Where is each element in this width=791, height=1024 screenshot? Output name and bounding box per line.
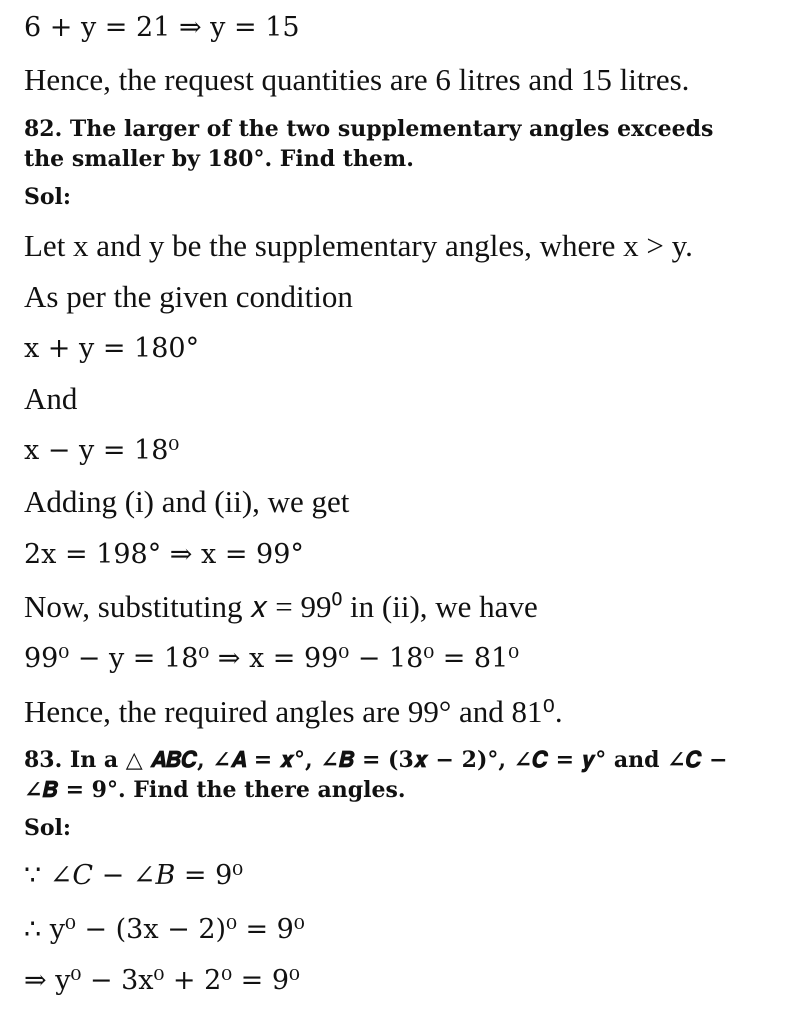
equation-sum: 2x = 198° ⇒ x = 99° bbox=[24, 539, 304, 570]
solution-label-82: Sol: bbox=[24, 184, 72, 210]
solution-82-condition: As per the given condition bbox=[24, 279, 353, 314]
conclusion-q82: Hence, the required angles are 99° and 81⁰. bbox=[24, 694, 563, 729]
conclusion-q81: Hence, the request quantities are 6 litres and 15 litres. bbox=[24, 62, 690, 97]
question-83-line-2: ∠𝑩 = 𝟗°. Find the there angles. bbox=[24, 777, 406, 803]
equation-solve-y: 99⁰ − y = 18⁰ ⇒ x = 99⁰ − 18⁰ = 81⁰ bbox=[24, 643, 520, 674]
equation-ii: x − y = 18⁰ bbox=[24, 435, 180, 466]
solution-label-83: Sol: bbox=[24, 815, 72, 841]
equation-expanded: ⇒ y⁰ − 3x⁰ + 2⁰ = 9⁰ bbox=[24, 965, 300, 996]
solution-82-intro: Let x and y be the supplementary angles, where x > y. bbox=[24, 228, 693, 263]
equation-line-1: 6 + y = 21 ⇒ y = 15 bbox=[24, 12, 300, 43]
and-text: And bbox=[24, 381, 78, 416]
question-82-line-1: 82. The larger of the two supplementary angles exceeds bbox=[24, 116, 714, 142]
question-82-line-2: the smaller by 180°. Find them. bbox=[24, 146, 414, 172]
adding-text: Adding (i) and (ii), we get bbox=[24, 484, 350, 519]
equation-c-minus-b: ∵ ∠𝐶 − ∠𝐵 = 9⁰ bbox=[24, 860, 244, 891]
equation-i: x + y = 180° bbox=[24, 333, 200, 364]
question-83-line-1: 83. In a △ 𝑨𝑩𝑪, ∠𝑨 = 𝒙°, ∠𝑩 = (𝟑𝒙 − 𝟐)°, ∠𝑪 = 𝒚° and ∠𝑪 − bbox=[24, 747, 728, 773]
substitution-text: Now, substituting 𝑥 = 99⁰ in (ii), we have bbox=[24, 589, 538, 624]
equation-y-minus-3x: ∴ y⁰ − (3x − 2)⁰ = 9⁰ bbox=[24, 914, 305, 945]
